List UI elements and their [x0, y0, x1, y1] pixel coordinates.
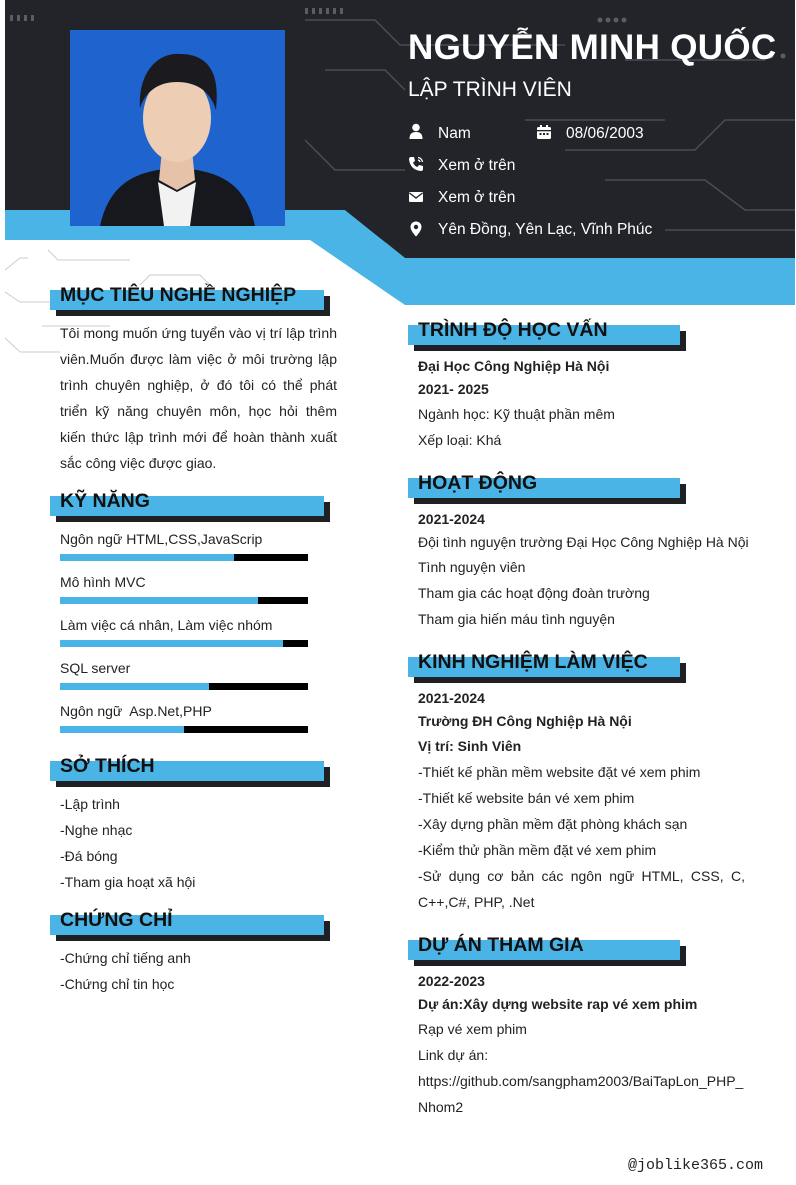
project-link[interactable]: https://github.com/sangpham2003/BaiTapLon_PHP_Nhom2: [418, 1073, 744, 1115]
phone-icon: [408, 156, 424, 172]
skill-label: Làm việc cá nhân, Làm việc nhóm: [60, 617, 273, 633]
education-school: Đại Học Công Nghiệp Hà Nội: [418, 358, 610, 374]
activities-period: 2021-2024: [418, 511, 485, 527]
skill-bar-fill: [60, 597, 258, 604]
email-value: Xem ở trên: [438, 189, 516, 206]
skill-bar: [60, 640, 308, 647]
project-period: 2022-2023: [418, 973, 485, 989]
calendar-icon: [536, 124, 552, 140]
hobby-item: -Đá bóng: [60, 848, 118, 864]
experience-company: Trường ĐH Công Nghiệp Hà Nội: [418, 713, 632, 729]
project-name: Dự án:Xây dựng website rap vé xem phim: [418, 996, 698, 1012]
projects-section-title: [408, 934, 680, 968]
education-rank: Xếp loại: Khá: [418, 432, 502, 448]
project-description: Rạp vé xem phim: [418, 1021, 527, 1037]
experience-position: Vị trí: Sinh Viên: [418, 738, 522, 754]
skill-bar: [60, 554, 308, 561]
certificate-item: -Chứng chỉ tiếng anh: [60, 950, 191, 966]
education-period: 2021- 2025: [418, 381, 489, 397]
skills-section-title: [50, 490, 324, 524]
hobbies-section-title: [50, 755, 324, 789]
education-title-text: TRÌNH ĐỘ HỌC VẤN: [418, 319, 608, 341]
experience-item: -Thiết kế website bán vé xem phim: [418, 790, 635, 806]
objective-title-text: MỤC TIÊU NGHỀ NGHIỆP: [60, 284, 297, 306]
certificate-item: -Chứng chỉ tin học: [60, 976, 175, 992]
email-icon: [408, 189, 424, 205]
skill-bar-fill: [60, 554, 234, 561]
activity-item: Đội tình nguyện trường Đại Học Công Nghiệp Hà Nội: [418, 534, 749, 550]
address-value: Yên Đồng, Yên Lạc, Vĩnh Phúc: [438, 221, 653, 238]
experience-item: -Xây dựng phần mềm đặt phòng khách sạn: [418, 816, 688, 832]
skill-bar: [60, 726, 308, 733]
activity-item: Tình nguyện viên: [418, 559, 526, 575]
project-link-label: Link dự án:: [418, 1047, 489, 1063]
skill-label: Ngôn ngữ Asp.Net,PHP: [60, 703, 212, 719]
skill-bar-fill: [60, 640, 283, 647]
skill-label: SQL server: [60, 660, 131, 676]
skill-bar: [60, 597, 308, 604]
certificates-title-text: CHỨNG CHỈ: [60, 909, 173, 931]
experience-item: -Thiết kế phần mềm website đặt vé xem phim: [418, 764, 701, 780]
activities-title-text: HOẠT ĐỘNG: [418, 472, 538, 494]
location-pin-icon: [408, 221, 424, 237]
projects-title-text: DỰ ÁN THAM GIA: [418, 934, 584, 956]
certificates-section-title: [50, 909, 324, 943]
gender-value: Nam: [438, 125, 471, 142]
education-section-title: [408, 319, 680, 353]
hobby-item: -Tham gia hoạt xã hội: [60, 874, 196, 890]
candidate-role: LẬP TRÌNH VIÊN: [408, 78, 572, 101]
education-major: Ngành học: Kỹ thuật phần mêm: [418, 406, 615, 422]
skill-bar-fill: [60, 683, 209, 690]
experience-period: 2021-2024: [418, 690, 485, 706]
objective-section-title: [50, 284, 324, 318]
skill-bar: [60, 683, 308, 690]
watermark: @joblike365.com: [628, 1157, 764, 1174]
skills-title-text: KỸ NĂNG: [60, 490, 150, 512]
activities-section-title: [408, 472, 680, 506]
person-icon: [408, 123, 424, 139]
experience-item: -Sử dụng cơ bản các ngôn ngữ HTML, CSS, C, C++,C#, PHP, .Net: [418, 868, 745, 910]
skill-label: Ngôn ngữ HTML,CSS,JavaScrip: [60, 531, 263, 547]
experience-section-title: [408, 651, 680, 685]
objective-text: Tôi mong muốn ứng tuyển vào vị trí lập trình viên.Muốn được làm việc ở môi trường lập trình chuyên nghiệp, ở đó tôi có thể phát triển kỹ năng chuyên môn, học hỏi thêm kiến thức lập trình mới để hoàn thành xuất sắc công việc được giao.: [60, 325, 337, 471]
experience-item: -Kiểm thử phần mềm đặt vé xem phim: [418, 842, 657, 858]
activity-item: Tham gia các hoạt động đoàn trường: [418, 585, 650, 601]
experience-title-text: KINH NGHIỆM LÀM VIỆC: [418, 651, 648, 673]
birthdate-value: 08/06/2003: [566, 125, 644, 142]
activity-item: Tham gia hiến máu tình nguyện: [418, 611, 615, 627]
skill-bar-fill: [60, 726, 184, 733]
hobby-item: -Nghe nhạc: [60, 822, 133, 838]
hobby-item: -Lập trình: [60, 796, 120, 812]
hobbies-title-text: SỞ THÍCH: [60, 755, 155, 777]
phone-value: Xem ở trên: [438, 157, 516, 174]
profile-photo: [70, 30, 285, 226]
skill-label: Mô hình MVC: [60, 574, 146, 590]
candidate-name: NGUYỄN MINH QUỐC: [408, 28, 777, 67]
